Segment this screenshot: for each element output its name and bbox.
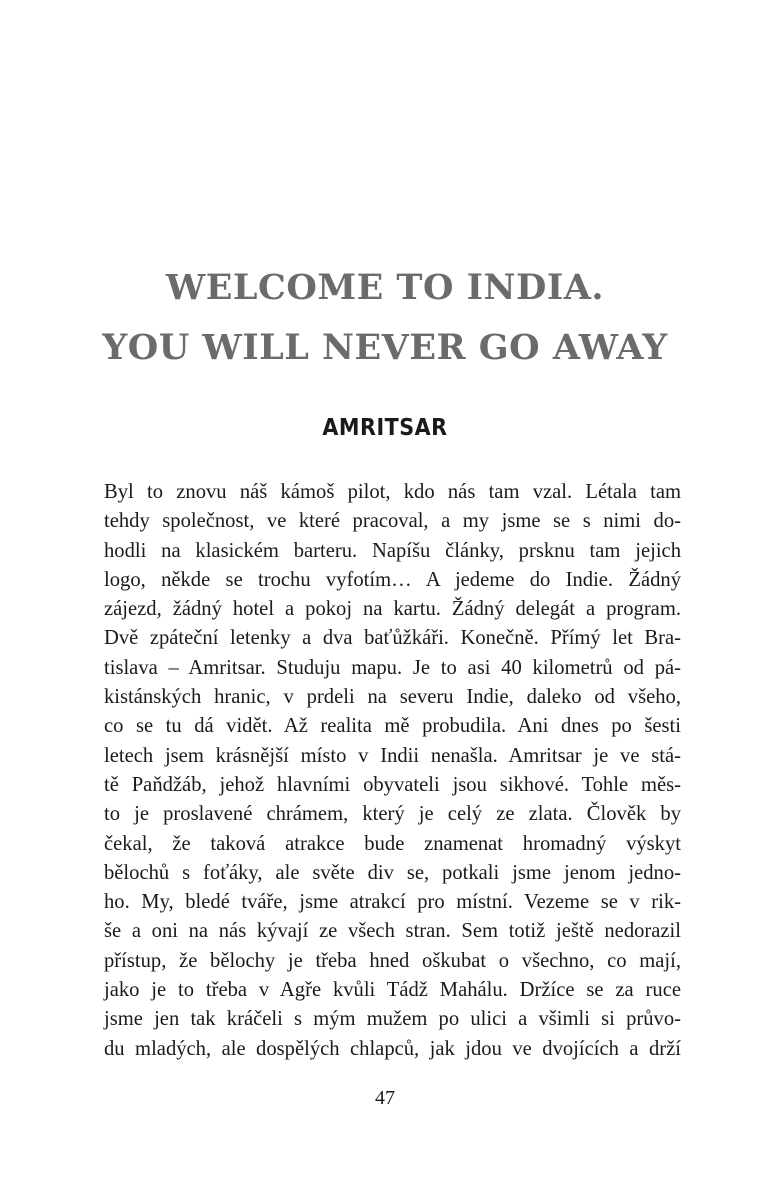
body-line: tě Paňdžáb, jehož hlavními obyvateli jsou sikhové. Tohle měs- (104, 773, 681, 796)
body-line: logo, někde se trochu vyfotím… A jedeme do Indie. Žádný (104, 568, 681, 591)
body-line: hodli na klasickém barteru. Napíšu články, prsknu tam jejich (104, 539, 681, 562)
body-line: bělochů s foťáky, ale světe div se, potkali jsme jenom jedno- (104, 861, 681, 884)
chapter-title-line-1: WELCOME TO INDIA. (165, 267, 605, 308)
body-line: Dvě zpáteční letenky a dva baťůžkáři. Konečně. Přímý let Bra- (104, 627, 681, 650)
section-heading: AMRITSAR (322, 415, 448, 441)
body-line: zájezd, žádný hotel a pokoj na kartu. Žádný delegát a program. (104, 598, 681, 621)
chapter-title (0, 258, 770, 378)
body-line: tislava – Amritsar. Studuju mapu. Je to asi 40 kilometrů od pá- (104, 656, 681, 679)
body-line: ho. My, bledé tváře, jsme atrakcí pro místní. Vezeme se v rik- (104, 891, 681, 914)
body-line: du mladých, ale dospělých chlapců, jak jdou ve dvojících a drží (104, 1037, 681, 1060)
body-line: to je proslavené chrámem, který je celý ze zlata. Člověk by (104, 803, 681, 826)
body-line: co se tu dá vidět. Až realita mě probudila. Ani dnes po šesti (104, 715, 681, 738)
body-line: čekal, že taková atrakce bude znamenat hromadný výskyt (104, 832, 681, 855)
body-line: jako je to třeba v Agře kvůli Tádž Mahálu. Držíce se za ruce (104, 979, 681, 1002)
body-text (104, 478, 681, 1064)
body-line: jsme jen tak kráčeli s mým mužem po ulici a všimli si průvo- (104, 1008, 681, 1031)
body-line: přístup, že bělochy je třeba hned oškubat o všechno, co mají, (104, 949, 681, 972)
body-line: kistánských hranic, v prdeli na severu Indie, daleko od všeho, (104, 686, 681, 709)
body-line: tehdy společnost, ve které pracoval, a my jsme se s nimi do- (104, 510, 681, 533)
body-line: letech jsem krásnější místo v Indii nenašla. Amritsar je ve stá- (104, 744, 681, 767)
body-line: Byl to znovu náš kámoš pilot, kdo nás tam vzal. Létala tam (104, 481, 681, 503)
page-number: 47 (375, 1087, 395, 1109)
chapter-title-line-2: YOU WILL NEVER GO AWAY (102, 327, 668, 368)
body-line: še a oni na nás kývají ze všech stran. Sem totiž ještě nedorazil (104, 920, 681, 943)
